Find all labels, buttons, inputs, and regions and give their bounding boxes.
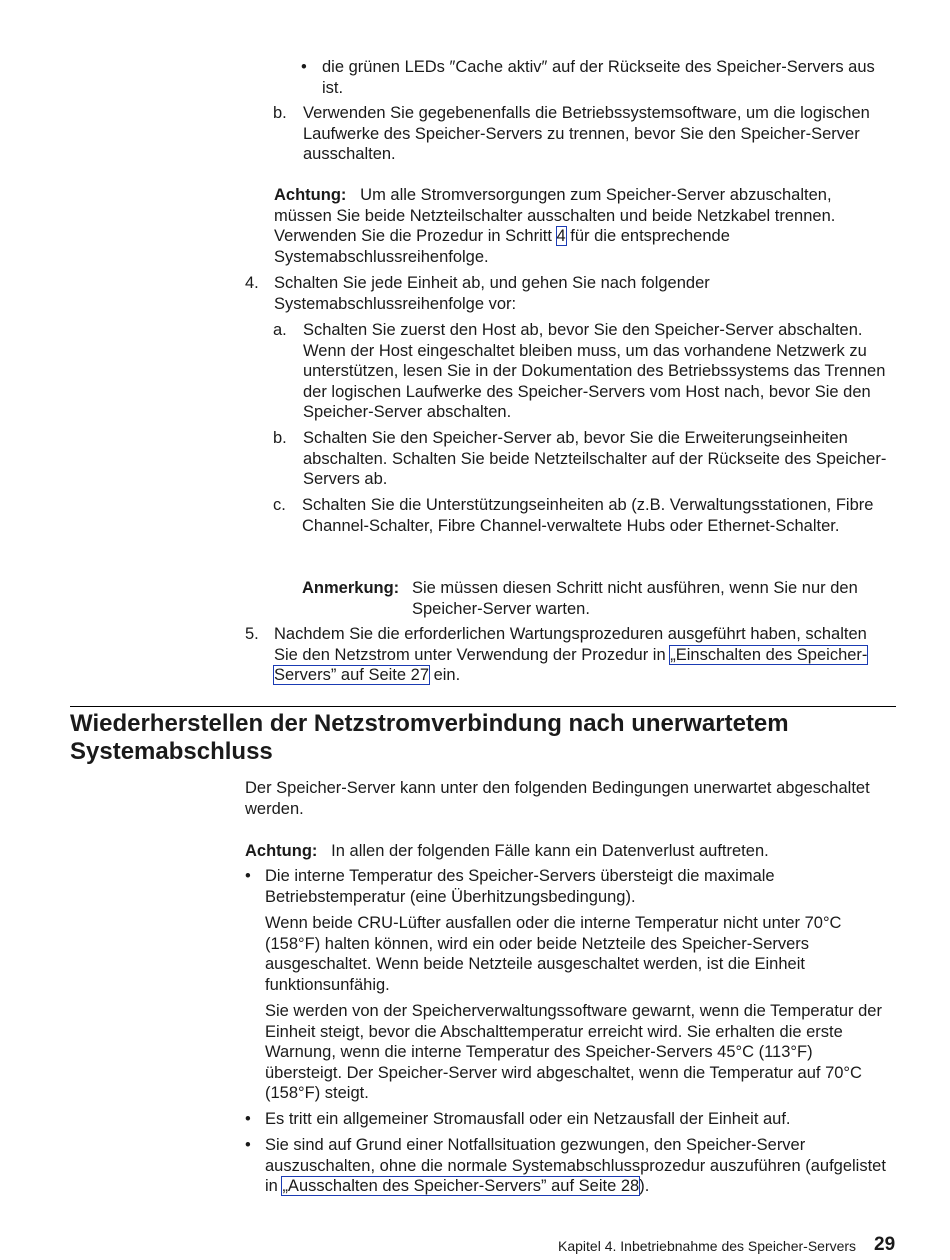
bullet-cache-text: die grünen LEDs ″Cache aktiv″ auf der Rückseite des Speicher-Servers aus ist. — [322, 58, 875, 97]
bullet-overheat-detail: Wenn beide CRU-Lüfter ausfallen oder die interne Temperatur nicht unter 70°C (158°F) halten können, wird ein oder beide Netzteile des Speicher-Servers ausgeschaltet. Wenn beide Netzteile ausgeschaltet werden, ist die Einheit funktionsunfähig. — [265, 914, 842, 994]
list-marker-b2: b. — [273, 429, 287, 447]
section-achtung-label: Achtung: — [245, 842, 318, 860]
step-4a-text: Schalten Sie zuerst den Host ab, bevor Sie den Speicher-Server abschalten. Wenn der Host eingeschaltet bleiben muss, um das vorhandene Netzwerk zu unterstützen, lesen Sie in der Dokumentation des Betriebssystems das Trennen der logischen Laufwerke des Speicher-Servers vom Host nach, bevor Sie den Speicher-Server abschalten. — [303, 321, 886, 421]
einschalten-link[interactable]: „Einschalten des Speicher-Servers” auf Seite 27 — [274, 645, 868, 684]
step-5-text-end: ein. — [433, 666, 461, 684]
bullet-marker: • — [245, 867, 251, 885]
section-heading: Wiederherstellen der Netzstromverbindung nach unerwartetem Systemabschluss — [70, 710, 789, 765]
section-intro: Der Speicher-Server kann unter den folgenden Bedingungen unerwartet abgeschaltet werden. — [245, 779, 870, 818]
bullet-overheat-warning: Sie werden von der Speicherverwaltungssoftware gewarnt, wenn die Temperatur der Einheit steigt, bevor die Abschalttemperatur erreicht wird. Sie erhalten die erste Warnung, wenn die interne Temperatur des Speicher-Servers 45°C (113°F) übersteigt. Der Speicher-Server wird abgeschaltet, wenn die Temperatur auf 70°C (158°F) steigt. — [265, 1002, 882, 1102]
bullet-marker: • — [301, 58, 307, 76]
list-marker-c: c. — [273, 496, 286, 514]
anmerkung-text: Sie müssen diesen Schritt nicht ausführen, wenn Sie nur den Speicher-Server warten. — [412, 579, 858, 618]
step-4-text: Schalten Sie jede Einheit ab, und gehen Sie nach folgender Systemabschlussreihenfolge vor: — [274, 274, 710, 313]
step-5-text-start: Nachdem Sie die erforderlichen Wartungsprozeduren ausgeführt haben, schalten Sie den Netzstrom unter Verwendung der Prozedur in — [274, 625, 867, 664]
bullet-power-outage-text: Es tritt ein allgemeiner Stromausfall oder ein Netzausfall der Einheit auf. — [265, 1110, 791, 1128]
section-divider — [70, 706, 896, 707]
step-4-marker: 4. — [245, 274, 259, 292]
step-5-marker: 5. — [245, 625, 259, 643]
bullet-emergency-end: ). — [639, 1177, 650, 1195]
list-marker-a: a. — [273, 321, 287, 339]
anmerkung-label: Anmerkung: — [302, 579, 400, 597]
step-5-text — [274, 624, 886, 686]
footer-chapter: Kapitel 4. Inbetriebnahme des Speicher-Servers — [558, 1238, 857, 1254]
achtung-text: Um alle Stromversorgungen zum Speicher-Server abzuschalten, müssen Sie beide Netzteilschalter ausschalten und beide Netzkabel trennen. Verwenden Sie die Prozedur in Schritt — [274, 186, 836, 245]
bullet-overheat-text: Die interne Temperatur des Speicher-Servers übersteigt die maximale Betriebstemperatur (eine Überhitzungsbedingung). — [265, 867, 775, 906]
step-4-link[interactable]: 4 — [556, 227, 566, 245]
list-marker-b: b. — [273, 104, 287, 122]
step-4c-text: Schalten Sie die Unterstützungseinheiten ab (z.B. Verwaltungsstationen, Fibre Channel-Schalter, Fibre Channel-verwaltete Hubs oder Ethernet-Schalter. — [302, 496, 874, 535]
bullet-emergency-text — [265, 1135, 895, 1197]
ausschalten-link[interactable]: „Ausschalten des Speicher-Servers” auf Seite 28 — [282, 1177, 640, 1195]
achtung-label: Achtung: — [274, 186, 347, 204]
step-4b-text: Schalten Sie den Speicher-Server ab, bevor Sie die Erweiterungseinheiten abschalten. Schalten Sie beide Netzteilschalter auf der Rückseite des Speicher-Servers ab. — [303, 429, 887, 488]
bullet-marker: • — [245, 1136, 251, 1154]
page-number: 29 — [874, 1234, 896, 1255]
item-b-text: Verwenden Sie gegebenenfalls die Betriebssystemsoftware, um die logischen Laufwerke des Speicher-Servers zu trennen, bevor Sie den Speicher-Server ausschalten. — [303, 104, 870, 163]
section-achtung-text: In allen der folgenden Fälle kann ein Datenverlust auftreten. — [331, 842, 769, 860]
achtung-text-end: für die entsprechende Systemabschlussreihenfolge. — [274, 227, 730, 266]
bullet-marker: • — [245, 1110, 251, 1128]
achtung-notice — [274, 185, 884, 267]
section-achtung — [245, 841, 895, 862]
bullet-emergency-start: Sie sind auf Grund einer Notfallsituation gezwungen, den Speicher-Server auszuschalten, ohne die normale Systemabschlussprozedur auszuführen (aufgelistet in — [265, 1136, 886, 1195]
